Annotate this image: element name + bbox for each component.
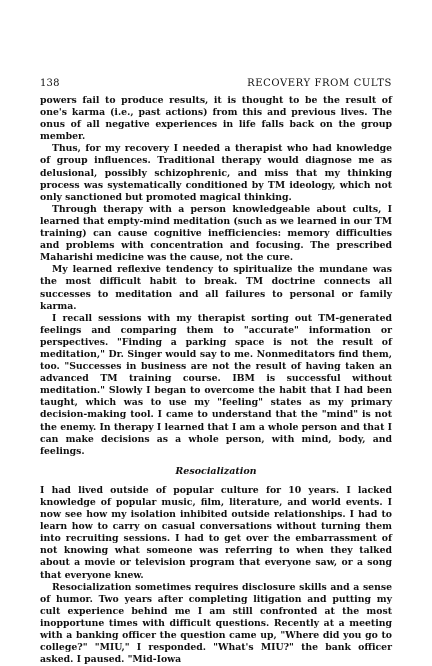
book-page	[40, 0, 392, 666]
body-text	[40, 95, 392, 666]
paragraph: I recall sessions with my therapist sorting out TM-generated feelings and comparing them to "accurate" information or perspectives. "Finding a parking space is not the result of meditation," Dr. Singer would say to me. Nonmeditators find them, too. "Successes in business are not the result of having taken an advanced TM training course. IBM is successful without meditation." Slowly I began to overcome the habit that I had been taught, which was to use my "feeling" states as my primary decision-making tool. I came to understand that the "mind" is not the enemy. In therapy I learned that I am a whole person and that I can make decisions as a whole person, with mind, body, and feelings.	[40, 312, 392, 457]
paragraph: Through therapy with a person knowledgeable about cults, I learned that empty-mind meditation (such as we learned in our TM training) can cause cognitive inefficiencies: memory difficulties and problems with concentration and focusing. The prescribed Maharishi medicine was the cause, not the cure.	[40, 203, 392, 264]
page-header	[40, 78, 392, 92]
section-heading: Resocialization	[175, 465, 257, 477]
paragraph: Thus, for my recovery I needed a therapist who had knowledge of group influences. Traditional therapy would diagnose me as delusional, possibly schizophrenic, and miss that my thinking process was systematically conditioned by TM ideology, which not only sanctioned but promoted magical thinking.	[40, 143, 392, 203]
running-head: RECOVERY FROM CULTS	[247, 78, 392, 89]
paragraph: powers fail to produce results, it is thought to be the result of one's karma (i.e., past actions) from this and previous lives. The onus of all negative experiences in life falls back on the group member.	[40, 95, 392, 143]
paragraph: I had lived outside of popular culture for 10 years. I lacked knowledge of popular music, film, literature, and world events. I now see how my isolation inhibited outside relationships. I had to learn how to carry on casual conversations without turning them into recruiting sessions. I had to get over the embarrassment of not knowing what someone was referring to when they talked about a movie or television program that everyone saw, or a song that everyone knew.	[40, 484, 392, 581]
paragraph: My learned reflexive tendency to spiritualize the mundane was the most difficult habit to break. TM doctrine connects all successes to meditation and all failures to personal or family karma.	[40, 264, 392, 312]
page-number: 138	[40, 78, 60, 89]
paragraph: Resocialization sometimes requires disclosure skills and a sense of humor. Two years after completing litigation and putting my cult experience behind me I am still confronted at the most inopportune times with difficult questions. Recently at a meeting with a banking officer the question came up, "Where did you go to college?" "MIU," I responded. "What's MIU?" the bank officer asked. I paused. "Mid-Iowa	[40, 581, 392, 666]
